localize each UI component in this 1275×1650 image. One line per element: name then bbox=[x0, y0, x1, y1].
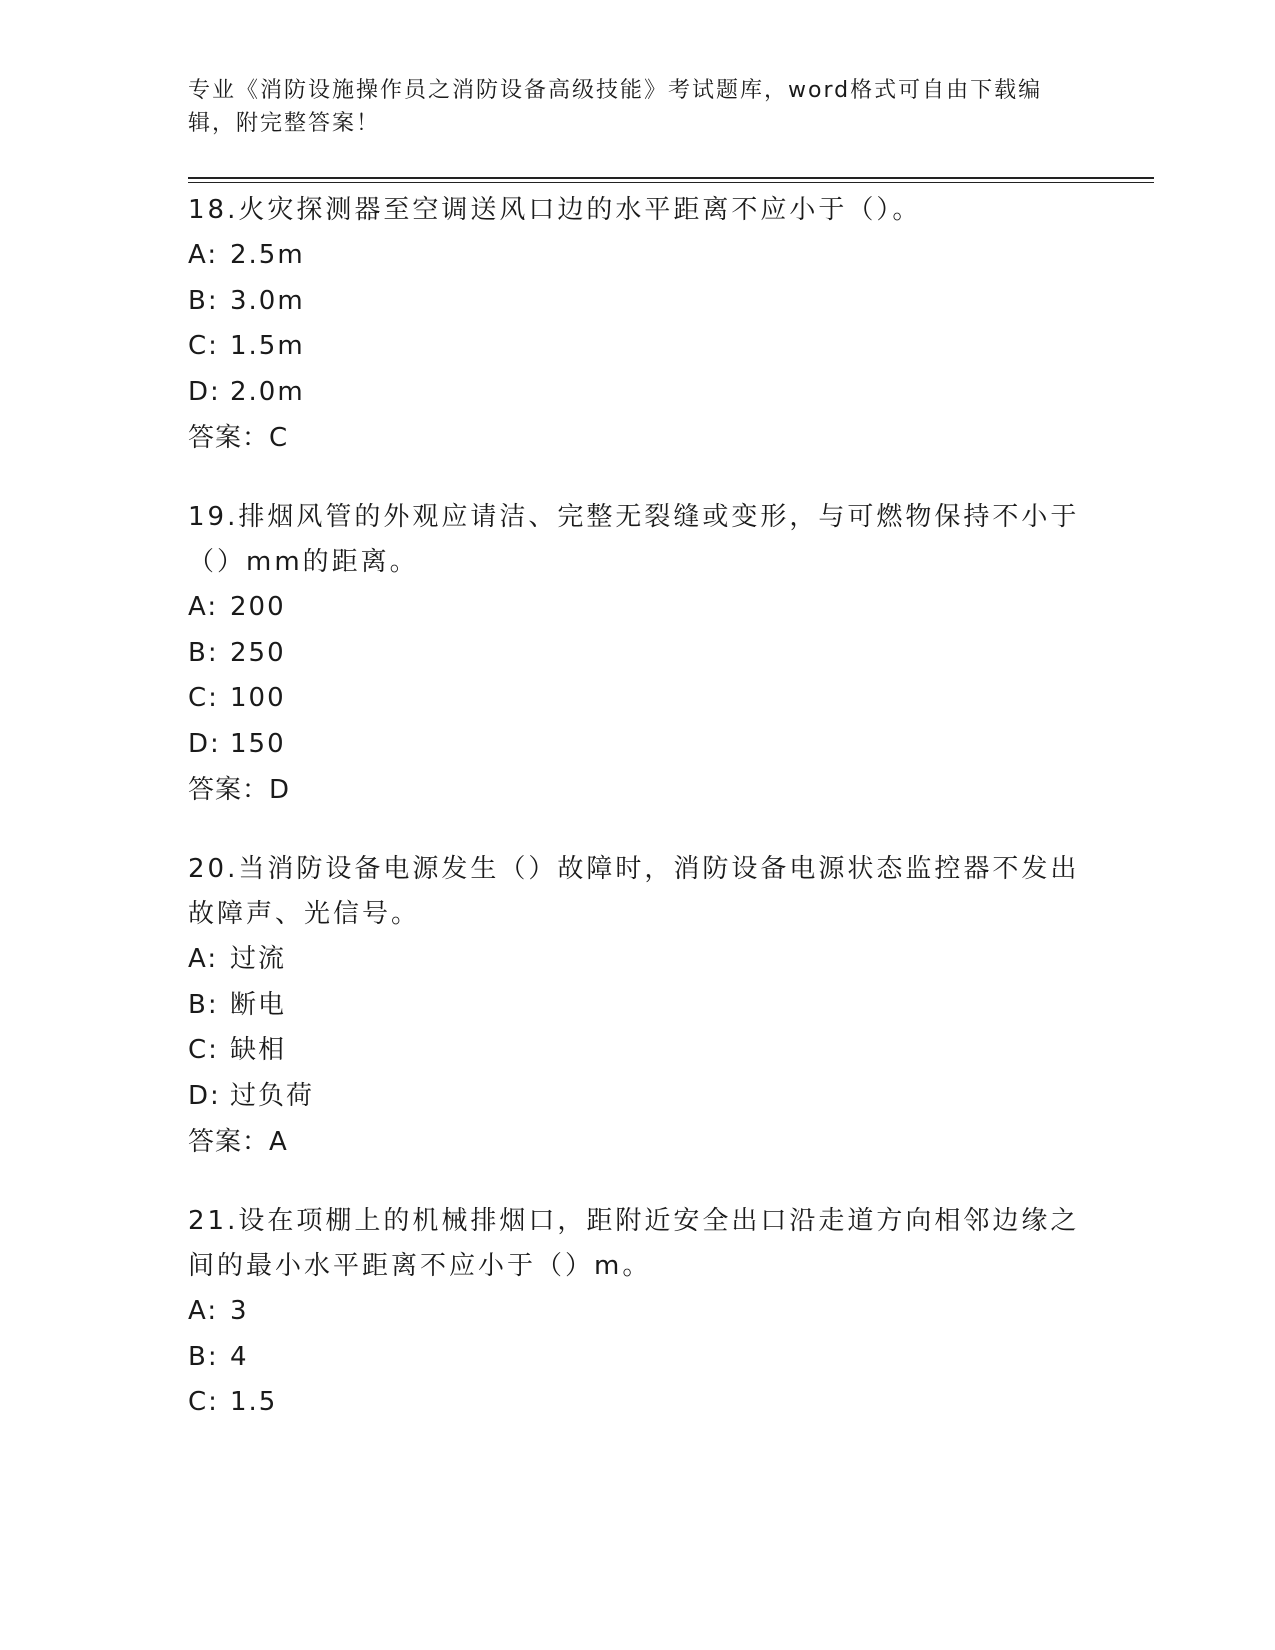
option-text: 过流 bbox=[230, 944, 287, 974]
option-letter: B: bbox=[188, 285, 219, 316]
option-c bbox=[188, 1380, 1088, 1426]
question-stem: 20.当消防设备电源发生（）故障时，消防设备电源状态监控器不发出故障声、光信号。 bbox=[188, 854, 1080, 929]
option-letter: D: bbox=[188, 728, 221, 759]
question-stem: 18.火灾探测器至空调送风口边的水平距离不应小于（）。 bbox=[188, 195, 922, 225]
option-text: 100 bbox=[230, 683, 286, 713]
option-a bbox=[188, 585, 1088, 631]
question-18 bbox=[188, 188, 1088, 461]
option-text: 4 bbox=[230, 1341, 249, 1372]
option-letter: C: bbox=[188, 331, 219, 361]
question-20 bbox=[188, 847, 1088, 1165]
option-letter: B: bbox=[188, 637, 219, 668]
option-text: 缺相 bbox=[230, 1035, 287, 1065]
option-text: 250 bbox=[230, 637, 286, 668]
question-19 bbox=[188, 495, 1088, 813]
option-text: 3 bbox=[230, 1296, 249, 1326]
header-rule-thick bbox=[188, 177, 1154, 179]
option-letter: A: bbox=[188, 240, 219, 270]
option-b bbox=[188, 279, 1088, 325]
option-letter: C: bbox=[188, 683, 219, 713]
option-d bbox=[188, 370, 1088, 416]
question-stem: 21.设在项棚上的机械排烟口，距附近安全出口沿走道方向相邻边缘之间的最小水平距离不应小于（）m。 bbox=[188, 1206, 1080, 1281]
answer-line: 答案：C bbox=[188, 423, 289, 453]
option-text: 200 bbox=[230, 592, 286, 622]
option-a bbox=[188, 233, 1088, 279]
option-c bbox=[188, 676, 1088, 722]
option-letter: A: bbox=[188, 944, 219, 974]
header-rule-thin bbox=[188, 182, 1154, 183]
option-b bbox=[188, 983, 1088, 1029]
option-text: 过负荷 bbox=[230, 1080, 315, 1111]
option-letter: B: bbox=[188, 989, 219, 1020]
option-letter: D: bbox=[188, 376, 221, 407]
answer-line: 答案：D bbox=[188, 775, 291, 805]
option-text: 1.5m bbox=[230, 331, 305, 361]
option-text: 2.0m bbox=[230, 376, 305, 407]
option-b bbox=[188, 631, 1088, 677]
option-text: 2.5m bbox=[230, 240, 305, 270]
answer-line: 答案：A bbox=[188, 1127, 288, 1157]
question-21 bbox=[188, 1199, 1088, 1426]
option-text: 1.5 bbox=[230, 1387, 278, 1417]
option-text: 150 bbox=[230, 728, 286, 759]
question-list bbox=[188, 188, 1088, 1460]
option-letter: B: bbox=[188, 1341, 219, 1372]
option-d bbox=[188, 722, 1088, 768]
option-letter: A: bbox=[188, 1296, 219, 1326]
option-letter: C: bbox=[188, 1387, 219, 1417]
option-c bbox=[188, 1028, 1088, 1074]
option-letter: A: bbox=[188, 592, 219, 622]
option-a bbox=[188, 937, 1088, 983]
question-stem: 19.排烟风管的外观应请洁、完整无裂缝或变形，与可燃物保持不小于（）mm的距离。 bbox=[188, 502, 1080, 577]
option-a bbox=[188, 1289, 1088, 1335]
option-text: 3.0m bbox=[230, 285, 305, 316]
option-letter: D: bbox=[188, 1080, 221, 1111]
option-text: 断电 bbox=[230, 989, 287, 1020]
option-letter: C: bbox=[188, 1035, 219, 1065]
option-d bbox=[188, 1074, 1088, 1120]
document-header: 专业《消防设施操作员之消防设备高级技能》考试题库，word格式可自由下载编辑，附完整答案！ bbox=[188, 78, 1043, 136]
option-c bbox=[188, 324, 1088, 370]
option-b bbox=[188, 1335, 1088, 1381]
